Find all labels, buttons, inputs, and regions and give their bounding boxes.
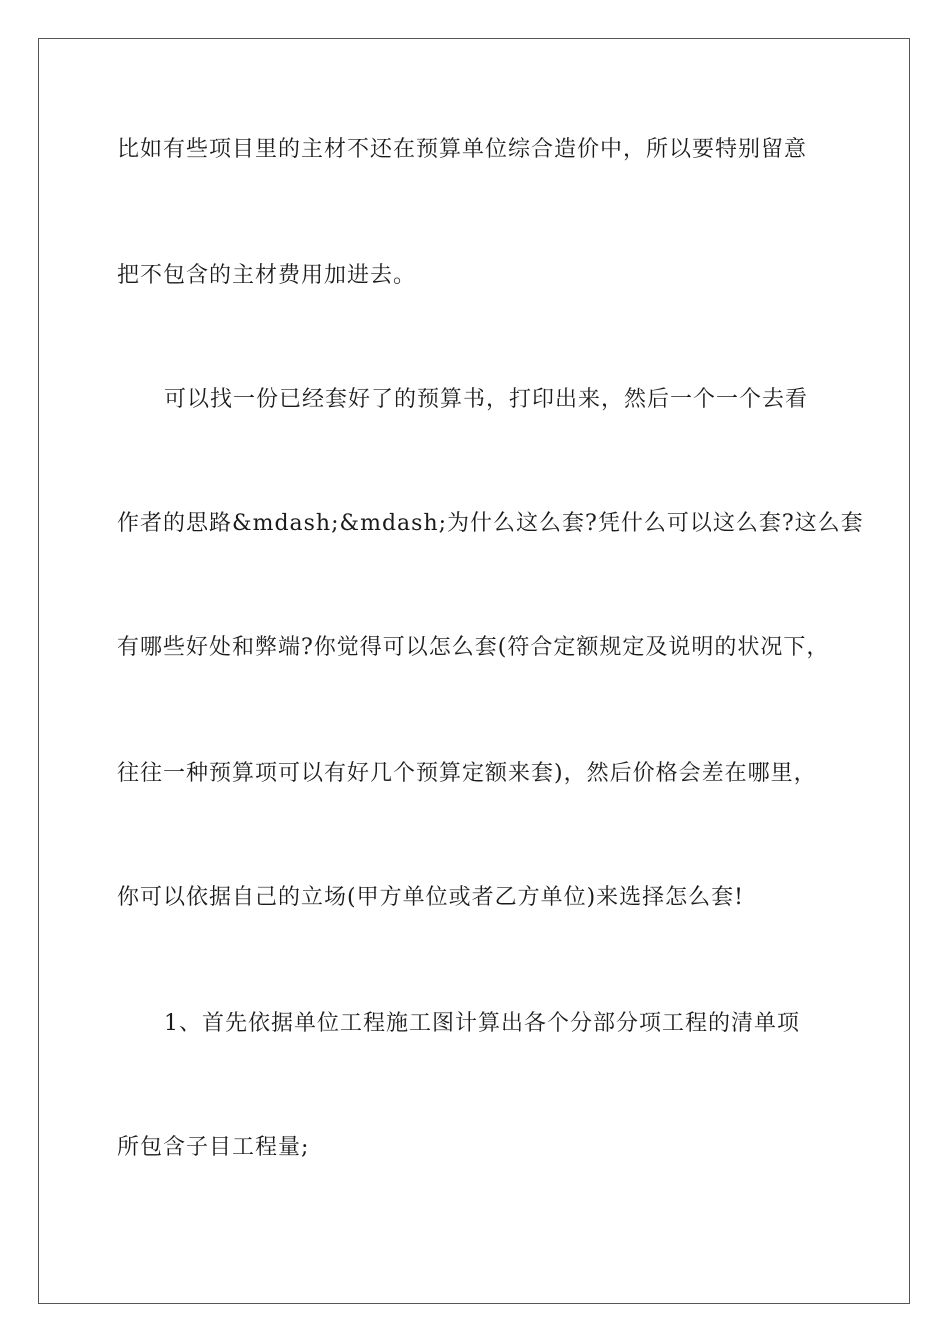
text-line: 比如有些项目里的主材不还在预算单位综合造价中，所以要特别留意	[117, 137, 808, 162]
text-line: 往往一种预算项可以有好几个预算定额来套)，然后价格会差在哪里，	[117, 761, 817, 786]
text-line: 可以找一份已经套好了的预算书，打印出来，然后一个一个去看	[164, 387, 809, 412]
text-line: 你可以依据自己的立场(甲方单位或者乙方单位)来选择怎么套!	[117, 885, 745, 910]
text-line: 把不包含的主材费用加进去。	[117, 263, 417, 288]
text-line: 所包含子目工程量;	[117, 1135, 310, 1160]
text-line: 有哪些好处和弊端?你觉得可以怎么套(符合定额规定及说明的状况下，	[117, 635, 830, 660]
text-line: 1、首先依据单位工程施工图计算出各个分部分项工程的清单项	[164, 1011, 800, 1036]
page-border	[38, 38, 910, 1304]
text-line: 作者的思路&mdash;&mdash;为什么这么套?凭什么可以这么套?这么套	[117, 511, 864, 536]
